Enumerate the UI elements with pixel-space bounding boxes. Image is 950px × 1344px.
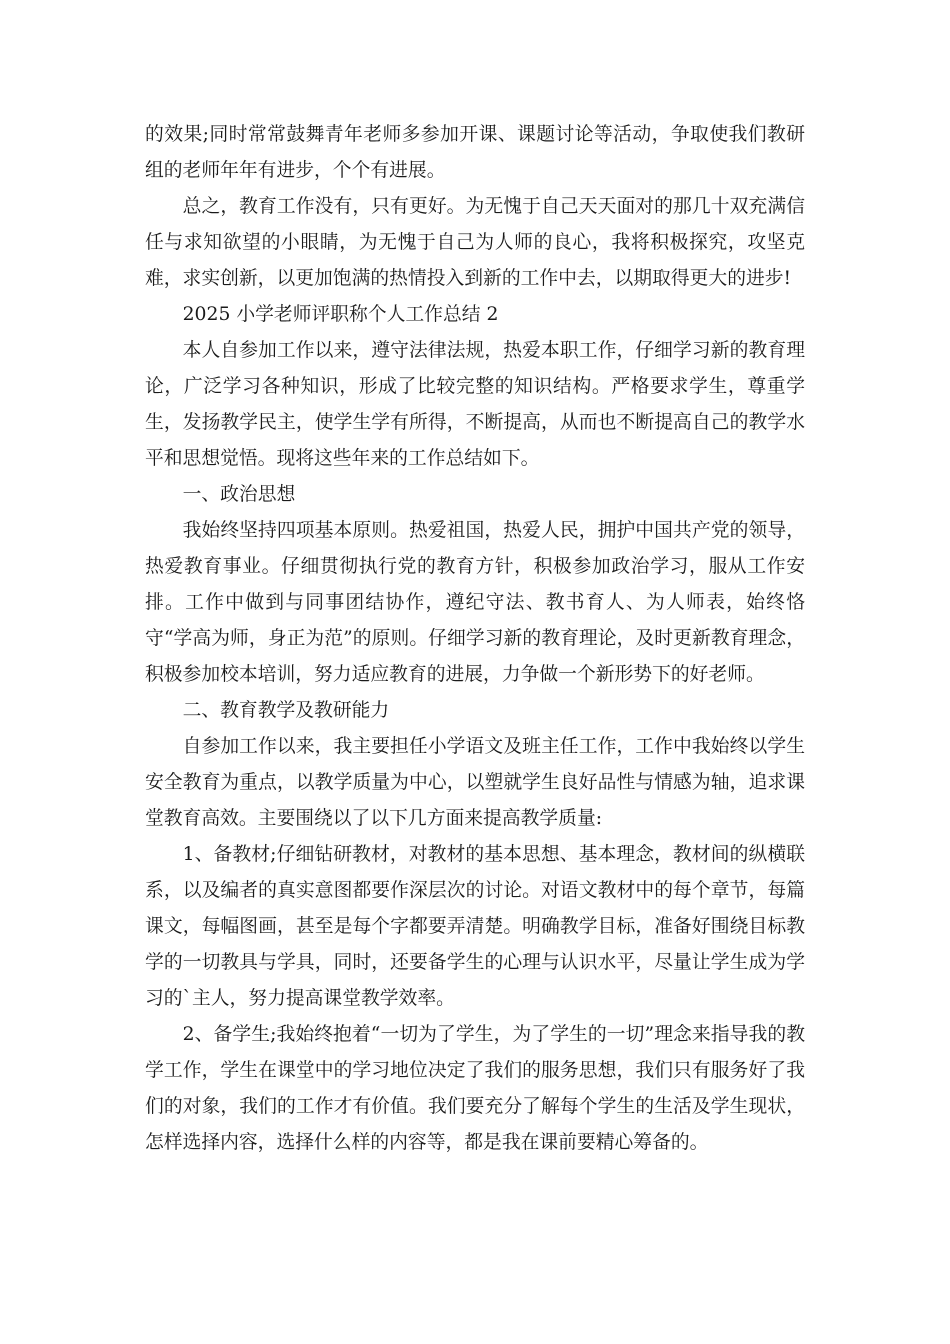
paragraph-1: 的效果;同时常常鼓舞青年老师多参加开课、课题讨论等活动，争取使我们教研组的老师年年有进步，个个有进展。 — [145, 124, 805, 181]
paragraph-4: 我始终坚持四项基本原则。热爱祖国，热爱人民，拥护中国共产党的领导，热爱教育事业。仔细贯彻执行党的教育方针，积极参加政治学习，服从工作安排。工作中做到与同事团结协作，遵纪守法、教书育人、为人师表，始终恪守“学高为师，身正为范”的原则。仔细学习新的教育理论，及时更新教育理念，积极参加校本培训，努力适应教育的进展，力争做一个新形势下的好老师。 — [145, 520, 805, 685]
heading-politics: 一、政治思想 — [182, 484, 296, 505]
paragraph-6: 1、备教材;仔细钻研教材，对教材的基本思想、基本理念，教材间的纵横联系，以及编者的真实意图都要作深层次的讨论。对语文教材中的每个章节，每篇课文，每幅图画，甚至是每个字都要弄清楚。明确教学目标，准备好围绕目标教学的一切教具与学具，同时，还要备学生的心理与认识水平，尽量让学生成为学习的`主人，努力提高课堂教学效率。 — [145, 844, 805, 1009]
section-title: 2025 小学老师评职称个人工作总结 2 — [182, 304, 499, 325]
paragraph-3: 本人自参加工作以来，遵守法律法规，热爱本职工作，仔细学习新的教育理论，广泛学习各种知识，形成了比较完整的知识结构。严格要求学生，尊重学生，发扬教学民主，使学生学有所得，不断提高，从而也不断提高自己的教学水平和思想觉悟。现将这些年来的工作总结如下。 — [145, 340, 805, 469]
paragraph-7: 2、备学生;我始终抱着“一切为了学生，为了学生的一切”理念来指导我的教学工作，学生在课堂中的学习地位决定了我们的服务思想，我们只有服务好了我们的对象，我们的工作才有价值。我们要充分了解每个学生的生活及学生现状，怎样选择内容，选择什么样的内容等，都是我在课前要精心筹备的。 — [145, 1024, 805, 1153]
heading-teaching: 二、教育教学及教研能力 — [182, 700, 390, 721]
document-page — [145, 117, 805, 1161]
paragraph-5: 自参加工作以来，我主要担任小学语文及班主任工作，工作中我始终以学生安全教育为重点，以教学质量为中心，以塑就学生良好品性与情感为轴，追求课堂教育高效。主要围绕以了以下几方面来提高教学质量: — [145, 736, 805, 829]
paragraph-2: 总之，教育工作没有，只有更好。为无愧于自己天天面对的那几十双充满信任与求知欲望的小眼睛，为无愧于自己为人师的良心，我将积极探究，攻坚克难，求实创新，以更加饱满的热情投入到新的工作中去，以期取得更大的进步! — [145, 196, 805, 289]
